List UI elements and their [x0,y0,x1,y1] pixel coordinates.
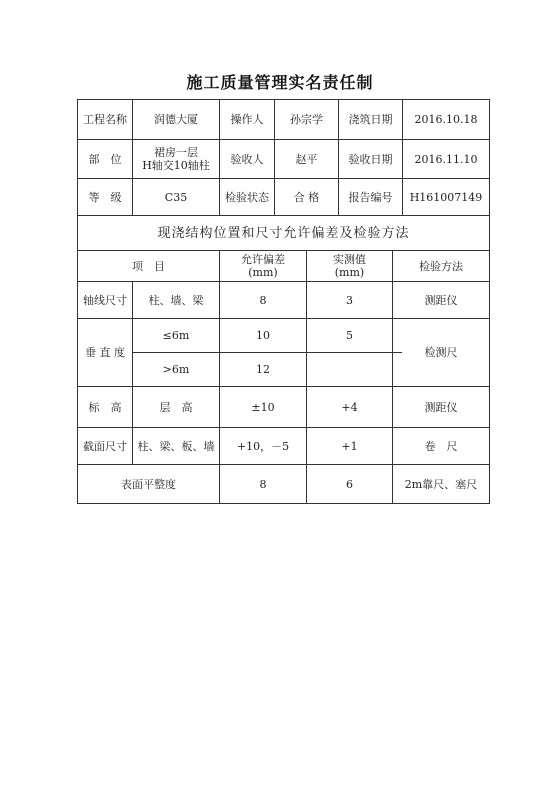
acceptor-value: 赵平 [295,152,318,166]
part-label: 部 位 [88,152,122,166]
accept-date-label: 验收日期 [348,152,393,166]
document-title: 施工质量管理实名责任制 [186,73,374,92]
vertical-tolerance-2: 12 [256,363,270,376]
elevation-tolerance: ±10 [251,400,275,414]
section-tolerance: +10，－5 [236,439,290,453]
header-method: 检验方法 [419,259,463,273]
rule-bottom [77,503,490,504]
section-measured: +1 [341,439,358,453]
grade-label: 等 级 [88,190,122,204]
acceptor-label: 验收人 [230,152,264,166]
part-value [133,140,219,178]
flatness-tolerance: 8 [259,477,267,491]
inspect-status-value: 合 格 [293,190,320,204]
report-no-value: H161007149 [409,190,483,204]
part-value-line1: 裙房一层 [154,146,198,159]
axis-method: 测距仪 [424,293,458,307]
part-value-line2: H轴交10轴柱 [142,159,210,172]
vertical-method: 检测尺 [424,346,458,359]
operator-value: 孙宗学 [290,113,323,126]
section-method: 卷 尺 [424,439,458,453]
inspect-status-label: 检验状态 [225,190,269,204]
section-title: 现浇结构位置和尺寸允许偏差及检验方法 [157,225,410,241]
project-name-label: 工程名称 [83,113,127,126]
header-item: 项 目 [132,259,165,273]
axis-tolerance: 8 [259,293,267,307]
vertical-measured-2 [307,353,392,386]
elevation-method: 测距仪 [424,400,458,414]
header-tolerance-line1: 允许偏差 [241,253,285,266]
pour-date-value: 2016.10.18 [414,113,478,126]
report-no-label: 报告编号 [348,190,393,204]
elevation-name: 标 高 [88,400,122,414]
project-name-value: 润德大厦 [154,113,198,126]
elevation-measured: +4 [341,400,358,414]
vertical-measured-1: 5 [346,329,353,342]
flatness-method: 2m靠尺、塞尺 [404,477,478,491]
grade-value: C35 [164,190,188,204]
header-measured-line1: 实测值 [333,253,366,266]
vertical-tolerance-1: 10 [256,329,270,342]
header-tolerance [220,251,306,281]
header-measured-line2: (mm) [334,266,365,279]
vertical-sub-2: >6m [162,363,190,376]
axis-sub: 柱、墙、梁 [148,293,204,307]
rule-right [489,99,490,504]
header-measured [307,251,392,281]
header-tolerance-line2: (mm) [248,266,278,279]
section-sub: 柱、梁、板、墙 [137,439,215,453]
section-name: 截面尺寸 [83,439,127,453]
accept-date-value: 2016.11.10 [414,152,478,166]
axis-measured: 3 [346,293,353,307]
flatness-name: 表面平整度 [121,477,176,491]
axis-name: 轴线尺寸 [83,293,127,307]
vertical-sub-1: ≤6m [162,329,190,342]
operator-label: 操作人 [230,113,264,126]
elevation-sub: 层 高 [159,400,193,414]
vertical-name: 垂 直 度 [85,346,125,359]
pour-date-label: 浇筑日期 [348,113,393,126]
flatness-measured: 6 [346,477,353,491]
